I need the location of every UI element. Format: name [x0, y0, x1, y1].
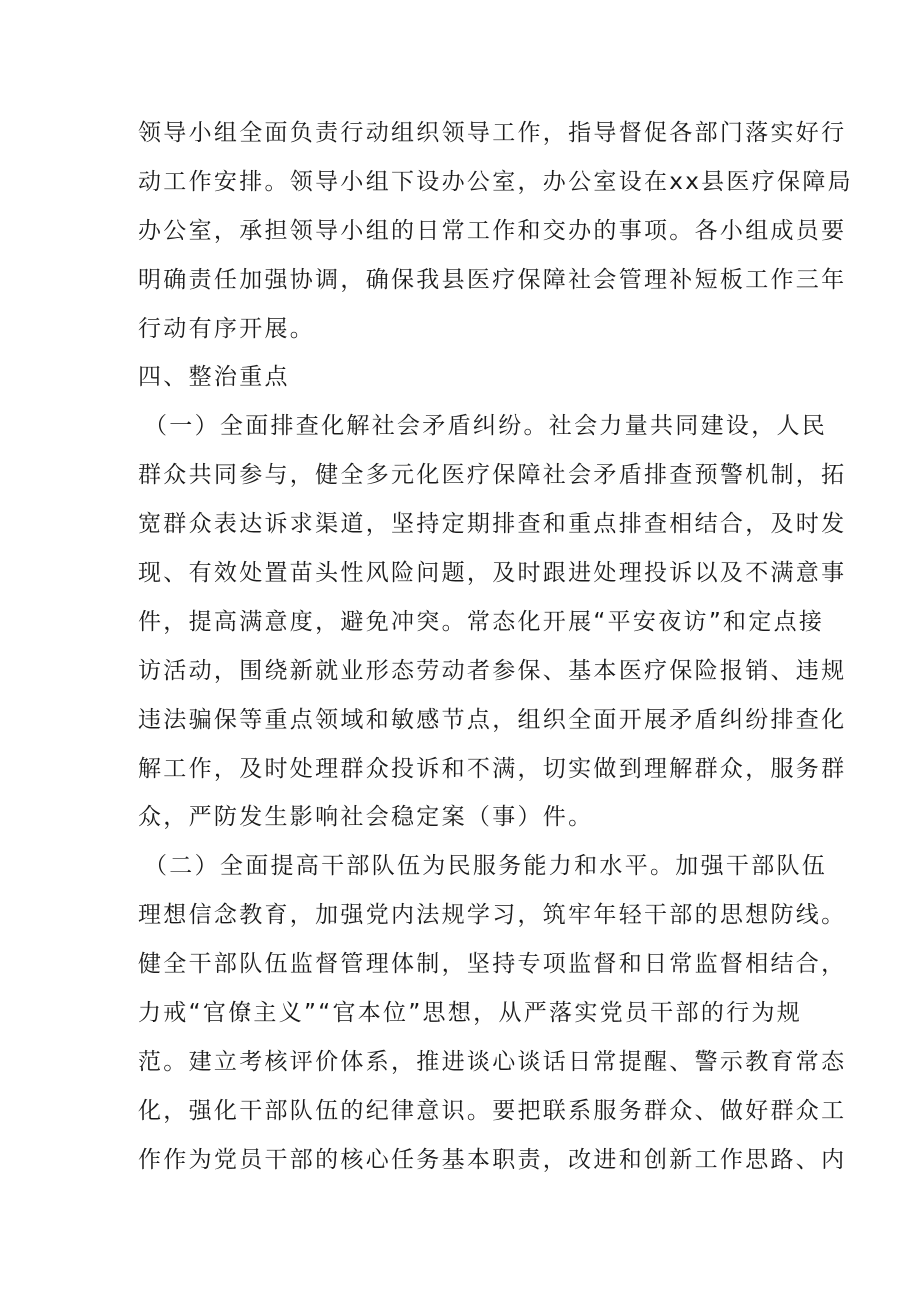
text-line: 化，强化干部队伍的纪律意识。要把联系服务群众、做好群众工: [138, 1097, 847, 1124]
paragraph-leadership-group: [138, 109, 853, 353]
text-line: 范。建立考核评价体系，推进谈心谈话日常提醒、警示教育常态: [138, 1048, 847, 1075]
paragraph-item-2: [138, 842, 847, 1184]
text-line: 现、有效处置苗头性风险问题，及时跟进处理投诉以及不满意事: [138, 560, 847, 587]
text-line: 行动有序开展。: [138, 315, 316, 342]
text-line: （二）全面提高干部队伍为民服务能力和水平。加强干部队伍: [144, 853, 828, 880]
text-line: 健全干部队伍监督管理体制，坚持专项监督和日常监督相结合，: [138, 951, 847, 978]
text-line: 宽群众表达诉求渠道，坚持定期排查和重点排查相结合，及时发: [138, 511, 847, 538]
text-line: 件，提高满意度，避免冲突。常态化开展“平安夜访”和定点接: [138, 608, 825, 635]
section-heading-text: 四、整治重点: [138, 364, 290, 391]
text-line: 理想信念教育，加强党内法规学习，筑牢年轻干部的思想防线。: [138, 902, 847, 929]
text-line: 解工作，及时处理群众投诉和不满，切实做到理解群众，服务群: [138, 755, 847, 782]
text-line: 动工作安排。领导小组下设办公室，办公室设在xx县医疗保障局: [138, 168, 853, 195]
text-line: （一）全面排查化解社会矛盾纠纷。社会力量共同建设，人民: [144, 413, 828, 440]
text-line: 办公室，承担领导小组的日常工作和交办的事项。各小组成员要: [138, 217, 847, 244]
paragraph-item-1: [138, 402, 847, 842]
text-line: 众，严防发生影响社会稳定案（事）件。: [138, 804, 594, 831]
document-body: [138, 109, 853, 1185]
text-line: 作作为党员干部的核心任务基本职责，改进和创新工作思路、内: [138, 1146, 847, 1173]
text-line: 领导小组全面负责行动组织领导工作，指导督促各部门落实好行: [138, 120, 847, 146]
text-line: 明确责任加强协调，确保我县医疗保障社会管理补短板工作三年: [138, 266, 847, 293]
section-heading: [138, 353, 788, 402]
text-line: 力戒“官僚主义”“官本位”思想，从严落实党员干部的行为规: [138, 1000, 803, 1027]
text-line: 群众共同参与，健全多元化医疗保障社会矛盾排查预警机制，拓: [138, 462, 847, 489]
text-line: 访活动，围绕新就业形态劳动者参保、基本医疗保险报销、违规: [138, 657, 847, 684]
text-line: 违法骗保等重点领域和敏感节点，组织全面开展矛盾纠纷排查化: [138, 706, 847, 733]
